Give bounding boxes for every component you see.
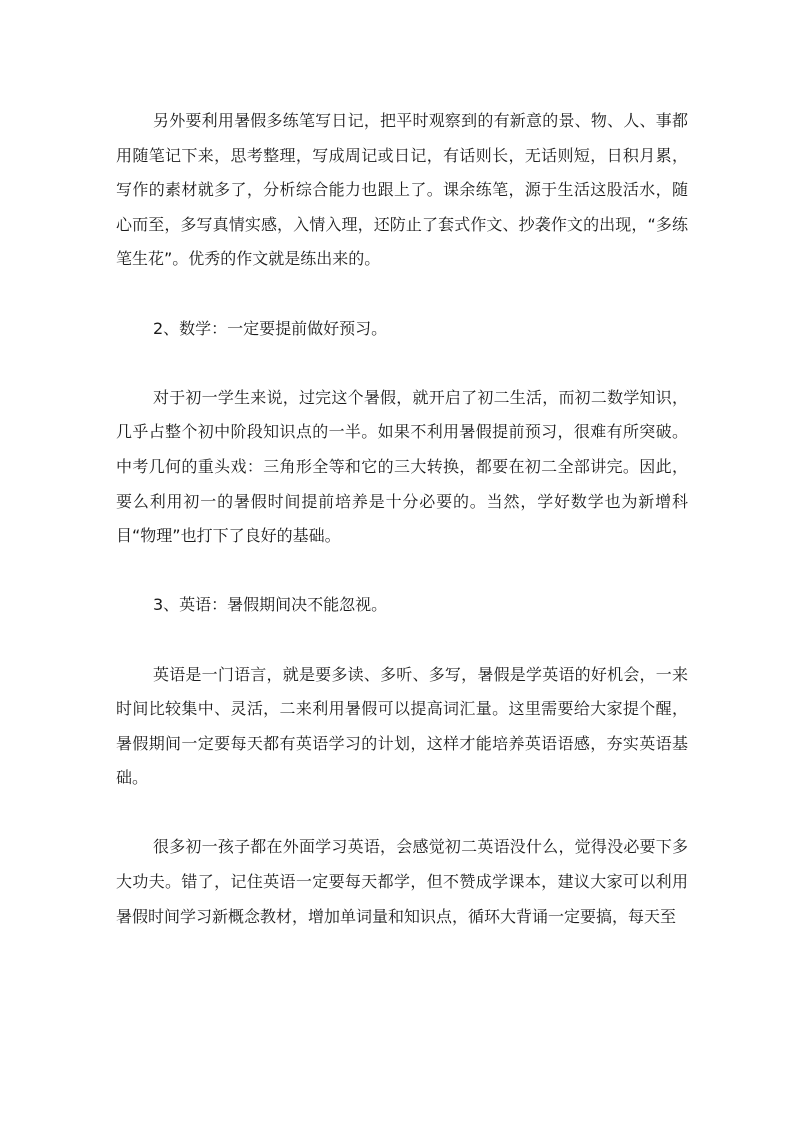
paragraph-english-advice: 很多初一孩子都在外面学习英语，会感觉初二英语没什么，觉得没必要下多大功夫。错了，记住英语一定要每天都学，但不赞成学课本，建议大家可以利用暑假时间学习新概念教材，增加单词量和知识点，循环大背诵一定要搞，每天至 [116, 837, 688, 926]
paragraph-writing-practice: 另外要利用暑假多练笔写日记，把平时观察到的有新意的景、物、人、事都用随笔记下来，思考整理，写成周记或日记，有话则长，无话则短，日积月累，写作的素材就多了，分析综合能力也跟上了。课余练笔，源于生活这股活水，随心而至，多写真情实感，入情入理，还防止了套式作文、抄袭作文的出现，“多练笔生花”。优秀的作文就是练出来的。 [116, 111, 688, 269]
heading-math: 2、数学：一定要提前做好预习。 [153, 318, 388, 338]
document-body [116, 104, 688, 934]
heading-english: 3、英语：暑假期间决不能忽视。 [153, 595, 388, 615]
paragraph-math-preview: 对于初一学生来说，过完这个暑假，就开启了初二生活，而初二数学知识，几乎占整个初中阶段知识点的一半。如果不利用暑假提前预习，很难有所突破。中考几何的重头戏：三角形全等和它的三大转换，都要在初二全部讲完。因此，要么利用初一的暑假时间提前培养是十分必要的。当然，学好数学也为新增科目“物理”也打下了良好的基础。 [116, 387, 688, 546]
paragraph-spacer [116, 796, 688, 831]
paragraph-english-practice: 英语是一门语言，就是要多读、多听、多写，暑假是学英语的好机会，一来时间比较集中、灵活，二来利用暑假可以提高词汇量。这里需要给大家提个醒，暑假期间一定要每天都有英语学习的计划，这样才能培养英语语感，夯实英语基础。 [116, 664, 688, 788]
paragraph-spacer [116, 554, 688, 589]
paragraph-spacer [116, 277, 688, 312]
paragraph-spacer [116, 623, 688, 658]
paragraph-spacer [116, 346, 688, 381]
